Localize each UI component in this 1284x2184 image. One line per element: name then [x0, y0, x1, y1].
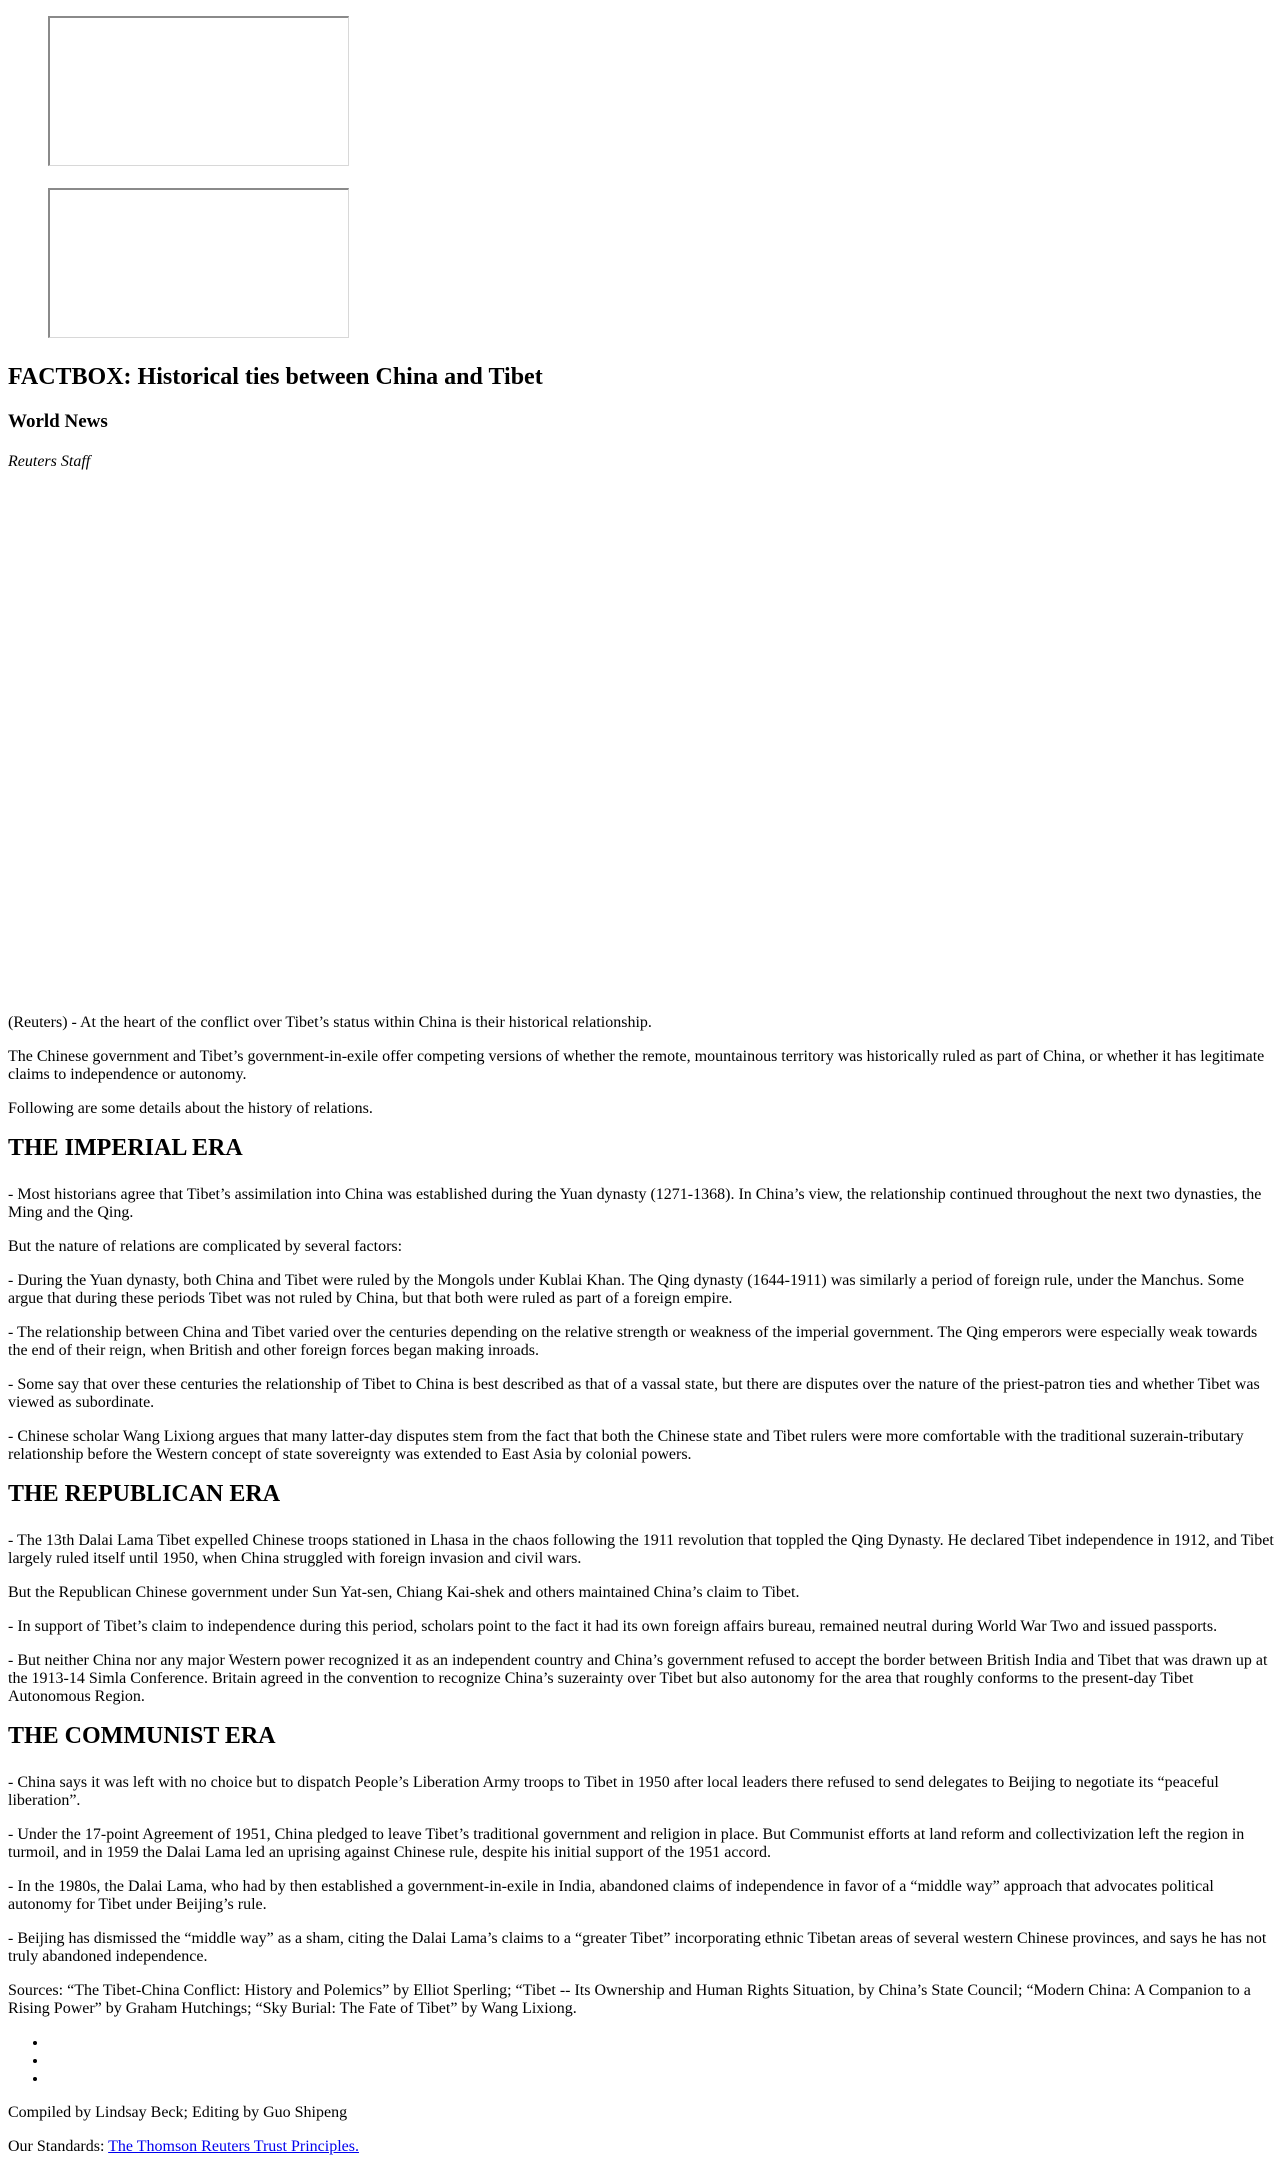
paragraph: - Chinese scholar Wang Lixiong argues that many latter-day disputes stem from the fact that both the Chinese state and Tibet rulers were more comfortable with the traditional suzerain-tributary relationship before the Western concept of state sovereignty was extended to East Asia by colonial powers.	[8, 1428, 1244, 1463]
paragraph: Following are some details about the history of relations.	[8, 1100, 373, 1117]
standards-prefix: Our Standards:	[8, 2138, 109, 2155]
credits: Compiled by Lindsay Beck; Editing by Guo Shipeng	[8, 2104, 348, 2121]
paragraph: - Beijing has dismissed the “middle way” as a sham, citing the Dalai Lama’s claims to a “greater Tibet” incorporating ethnic Tibetan areas of several western Chinese provinces, and says he has not truly abandoned independence.	[8, 1930, 1267, 1965]
section-heading-imperial: THE IMPERIAL ERA	[8, 1135, 243, 1161]
section-heading-republican: THE REPUBLICAN ERA	[8, 1481, 281, 1507]
list-item	[48, 2034, 1276, 2052]
list-item	[48, 2052, 1276, 2070]
share-list	[8, 2034, 1276, 2088]
paragraph: - The 13th Dalai Lama Tibet expelled Chinese troops stationed in Lhasa in the chaos following the 1911 revolution that toppled the Qing Dynasty. He declared Tibet independence in 1912, and Tibet largely ruled itself until 1950, when China struggled with foreign invasion and civil wars.	[8, 1532, 1274, 1567]
media-placeholder	[8, 472, 1276, 1014]
image-placeholder	[48, 188, 349, 338]
paragraph: - During the Yuan dynasty, both China and Tibet were ruled by the Mongols under Kublai Khan. The Qing dynasty (1644-1911) was similarly a period of foreign rule, under the Manchus. Some argue that during these periods Tibet was not ruled by China, but that both were ruled as part of a foreign empire.	[8, 1272, 1244, 1307]
paragraph: - Some say that over these centuries the relationship of Tibet to China is best described as that of a vassal state, but there are disputes over the nature of the priest-patron ties and whether Tibet was viewed as subordinate.	[8, 1376, 1260, 1411]
image-placeholder	[48, 16, 349, 166]
paragraph: But the Republican Chinese government under Sun Yat-sen, Chiang Kai-shek and others maintained China’s claim to Tibet.	[8, 1584, 800, 1601]
paragraph: - China says it was left with no choice but to dispatch People’s Liberation Army troops to Tibet in 1950 after local leaders there refused to send delegates to Beijing to negotiate its “peaceful liberation”.	[8, 1774, 1219, 1809]
paragraph: But the nature of relations are complicated by several factors:	[8, 1238, 403, 1255]
sources-paragraph: Sources: “The Tibet-China Conflict: History and Polemics” by Elliot Sperling; “Tibet -- Its Ownership and Human Rights Situation, by China’s State Council; “Modern China: A Companion to a Rising Power” by Graham Hutchings; “Sky Burial: The Fate of Tibet” by Wang Lixiong.	[8, 1982, 1251, 2017]
article-title: FACTBOX: Historical ties between China and Tibet	[8, 364, 543, 390]
section-heading-communist: THE COMMUNIST ERA	[8, 1723, 276, 1749]
paragraph: (Reuters) - At the heart of the conflict over Tibet’s status within China is their historical relationship.	[8, 1014, 652, 1031]
paragraph: - But neither China nor any major Western power recognized it as an independent country and China’s government refused to accept the border between British India and Tibet that was drawn up at the 1913-14 Simla Conference. Britain agreed in the convention to recognize China’s suzerainty over Tibet but also autonomy for the area that roughly conforms to the present-day Tibet Autonomous Region.	[8, 1652, 1268, 1705]
standards-line	[8, 2138, 1276, 2156]
paragraph: - In support of Tibet’s claim to independence during this period, scholars point to the fact it had its own foreign affairs bureau, remained neutral during World War Two and issued passports.	[8, 1618, 1218, 1635]
byline: Reuters Staff	[8, 453, 91, 470]
article-page	[0, 16, 1284, 2156]
paragraph: - Most historians agree that Tibet’s assimilation into China was established during the Yuan dynasty (1271-1368). In China’s view, the relationship continued throughout the next two dynasties, the Ming and the Qing.	[8, 1186, 1262, 1221]
paragraph: - In the 1980s, the Dalai Lama, who had by then established a government-in-exile in India, abandoned claims of independence in favor of a “middle way” approach that advocates political autonomy for Tibet under Beijing’s rule.	[8, 1878, 1214, 1913]
list-item	[48, 2070, 1276, 2088]
section-label: World News	[8, 411, 108, 432]
paragraph: - The relationship between China and Tibet varied over the centuries depending on the relative strength or weakness of the imperial government. The Qing emperors were especially weak towards the end of their reign, when British and other foreign forces began making inroads.	[8, 1324, 1258, 1359]
paragraph: - Under the 17-point Agreement of 1951, China pledged to leave Tibet’s traditional government and religion in place. But Communist efforts at land reform and collectivization left the region in turmoil, and in 1959 the Dalai Lama led an uprising against Chinese rule, despite his initial support of the 1951 accord.	[8, 1826, 1245, 1861]
paragraph: The Chinese government and Tibet’s government-in-exile offer competing versions of whether the remote, mountainous territory was historically ruled as part of China, or whether it has legitimate claims to independence or autonomy.	[8, 1048, 1265, 1083]
standards-link[interactable]: The Thomson Reuters Trust Principles.	[108, 2138, 359, 2155]
